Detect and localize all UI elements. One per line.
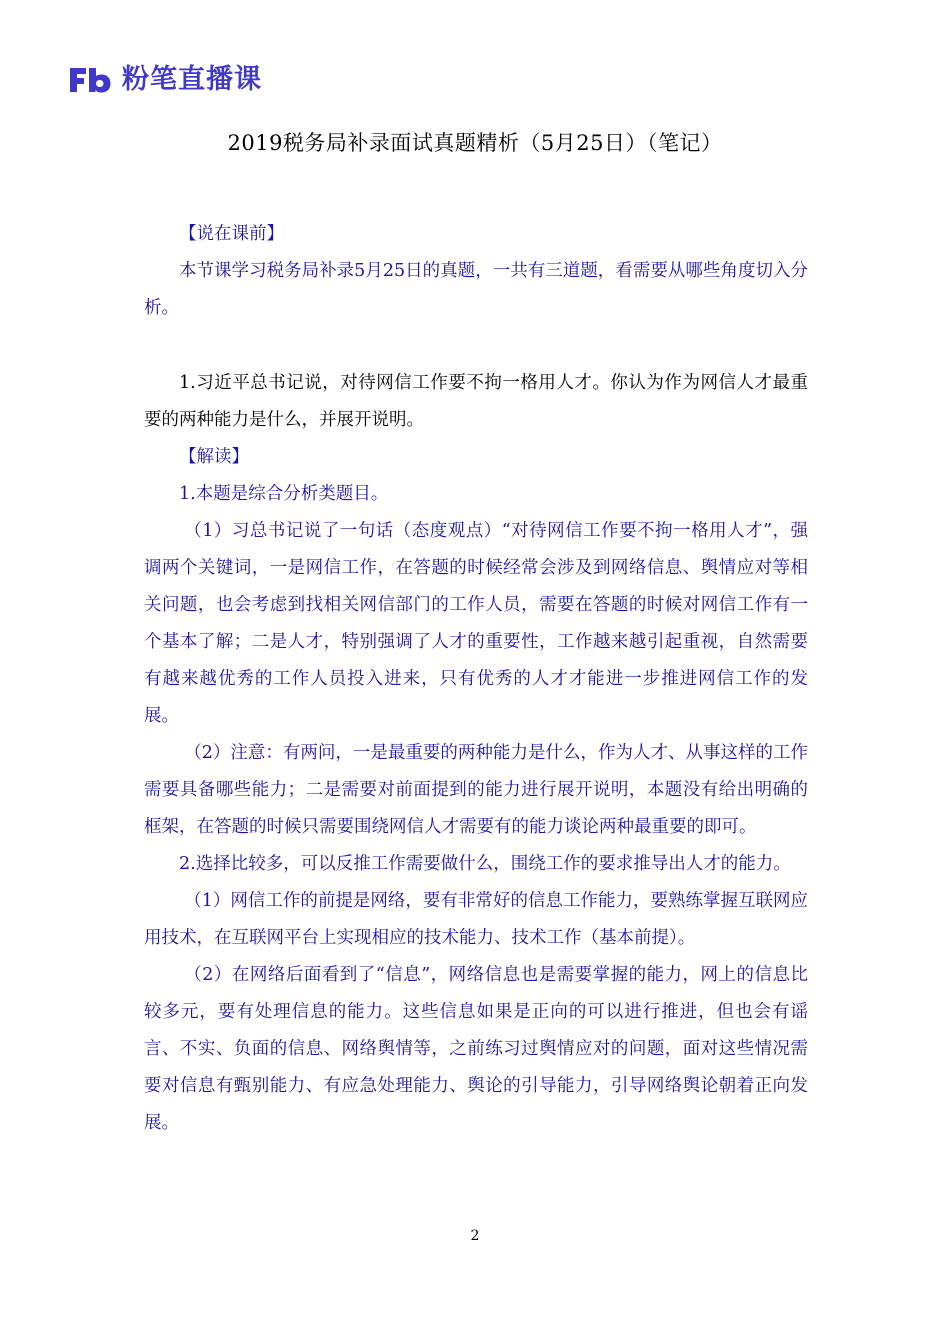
point-1-1: （1）习总书记说了一句话（态度观点）“对待网信工作要不拘一格用人才”，强调两个关键词，一是网信工作，在答题的时候经常会涉及到网络信息、舆情应对等相关问题，也会考虑到找相关网信部门的工作人员，需要在答题的时候对网信工作有一个基本了解；二是人才，特别强调了人才的重要性，工作越来越引起重视，自然需要有越来越优秀的工作人员投入进来，只有优秀的人才才能进一步推进网信工作的发展。	[144, 521, 808, 726]
brand-name: 粉笔直播课	[122, 64, 262, 95]
point-2-1: （1）网信工作的前提是网络，要有非常好的信息工作能力，要熟练掌握互联网应用技术，在互联网平台上实现相应的技术能力、技术工作（基本前提）。	[144, 891, 808, 948]
document-title: 2019税务局补录面试真题精析（5月25日）（笔记）	[227, 131, 723, 155]
spacer	[144, 327, 808, 365]
question-1: 1.习近平总书记说，对待网信工作要不拘一格用人才。你认为作为网信人才最重要的两种能力是什么，并展开说明。	[144, 373, 808, 430]
point-1: 1.本题是综合分析类题目。	[179, 484, 389, 504]
point-1-2: （2）注意：有两问，一是最重要的两种能力是什么，作为人才、从事这样的工作需要具备哪些能力；二是需要对前面提到的能力进行展开说明，本题没有给出明确的框架，在答题的时候只需要围绕网信人才需要有的能力谈论两种最重要的即可。	[144, 743, 808, 837]
page-number: 2	[470, 1228, 480, 1244]
point-2: 2.选择比较多，可以反推工作需要做什么，围绕工作的要求推导出人才的能力。	[179, 854, 791, 874]
brand-logo	[68, 62, 262, 98]
intro-heading: 【说在课前】	[179, 224, 284, 244]
document-body	[144, 216, 808, 1142]
point-2-2: （2）在网络后面看到了“信息”，网络信息也是需要掌握的能力，网上的信息比较多元，要有处理信息的能力。这些信息如果是正向的可以进行推进，但也会有谣言、不实、负面的信息、网络舆情等，之前练习过舆情应对的问题，面对这些情况需要对信息有甄别能力、有应急处理能力、舆论的引导能力，引导网络舆论朝着正向发展。	[144, 965, 808, 1133]
analysis-heading: 【解读】	[179, 447, 249, 467]
fb-logo-icon	[68, 65, 112, 95]
intro-text: 本节课学习税务局补录5月25日的真题，一共有三道题，看需要从哪些角度切入分析。	[144, 261, 808, 318]
